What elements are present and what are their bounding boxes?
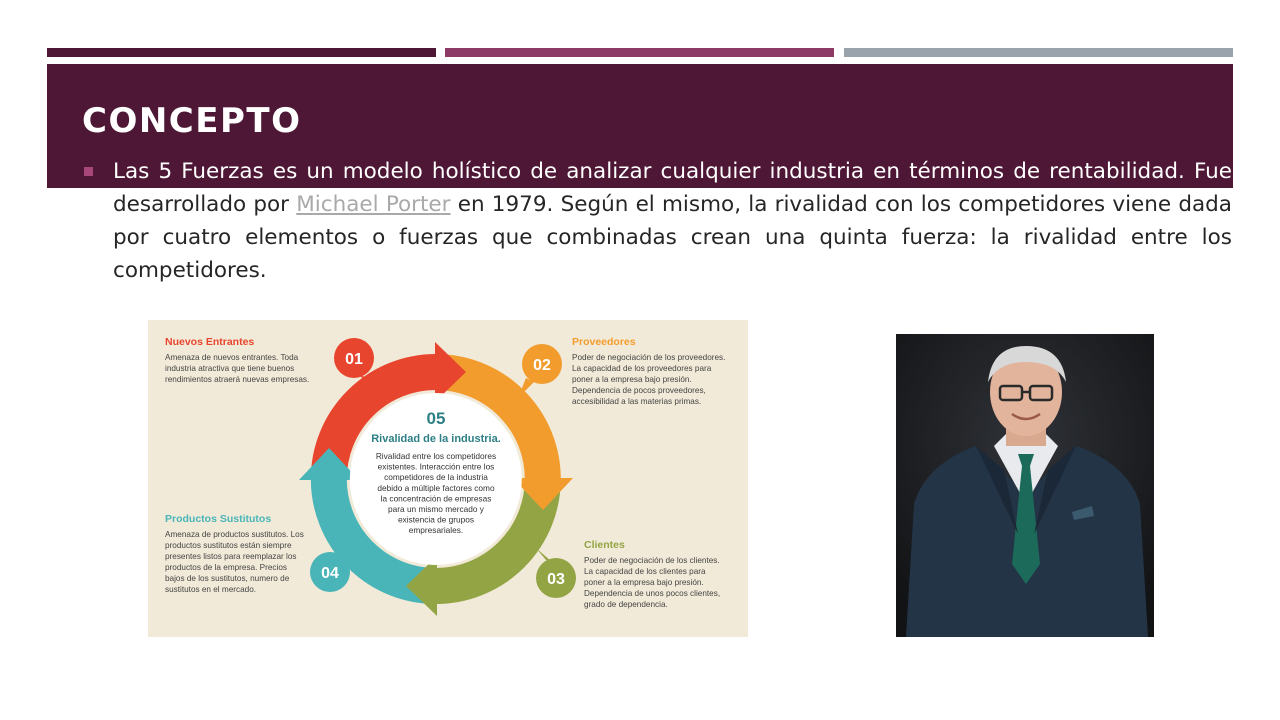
bullet-square-icon — [84, 167, 93, 176]
badge-02-number: 02 — [533, 357, 551, 374]
force-04-title: Productos Sustitutos — [165, 513, 272, 525]
center-desc-line: competidores de la industria — [384, 472, 488, 483]
badge-04-number: 04 — [321, 565, 339, 582]
badge-03 — [536, 548, 576, 598]
center-desc-line: debido a múltiple factores como — [377, 482, 495, 493]
michael-porter-photo — [896, 334, 1154, 637]
force-01-desc-line: rendimientos atraerá nuevas empresas. — [165, 375, 310, 384]
force-03-title: Clientes — [584, 539, 625, 551]
force-03-desc-line: Dependencia de unos pocos clientes, — [584, 589, 721, 598]
force-02-desc-line: Dependencia de pocos proveedores, — [572, 386, 706, 395]
force-02-desc-line: poner a la empresa bajo presión. — [572, 375, 692, 384]
force-04-desc-line: productos sustitutos están siempre — [165, 541, 292, 550]
body-paragraph — [113, 155, 1232, 287]
force-04-desc-line: Amenaza de productos sustitutos. Los — [165, 530, 304, 539]
accent-bar-gray — [844, 48, 1233, 57]
michael-porter-link[interactable]: Michael Porter — [296, 192, 451, 217]
force-02-title: Proveedores — [572, 336, 636, 348]
center-number: 05 — [426, 409, 446, 428]
center-title: Rivalidad de la industria. — [371, 433, 501, 445]
center-desc-line: la concentración de empresas — [380, 493, 492, 504]
paragraph-line-1: Las 5 Fuerzas es un modelo holístico de analizar cualquier industria en términos de rentabilidad. Fue — [113, 159, 1232, 184]
badge-01-number: 01 — [345, 351, 363, 368]
accent-bar-magenta — [445, 48, 834, 57]
center-desc-line: Rivalidad entre los competidores — [375, 451, 497, 461]
force-01-title: Nuevos Entrantes — [165, 336, 255, 348]
force-02-desc-line: Poder de negociación de los proveedores. — [572, 353, 726, 362]
badge-03-number: 03 — [547, 571, 565, 588]
badge-02 — [518, 344, 562, 398]
force-04-desc-line: bajos de los sustitutos, numero de — [165, 574, 290, 583]
force-03-desc-line: Poder de negociación de los clientes. — [584, 556, 720, 565]
center-desc-line: para un mismo mercado y — [388, 504, 484, 514]
force-01-desc-line: Amenaza de nuevos entrantes. Toda — [165, 353, 299, 362]
force-04-desc-line: presentes listos para reemplazar los — [165, 552, 297, 561]
force-02-desc-line: La capacidad de los proveedores para — [572, 364, 712, 373]
paragraph-after-link: en 1979. Según el mismo, la rivalidad con los competidores viene dada por cuatro elementos o fuerzas que combinadas crean una quinta fuerza: la rivalidad entre los competidores. — [113, 192, 1232, 283]
force-04-desc-line: productos de la empresa. Precios — [165, 563, 287, 572]
accent-bar-dark — [47, 48, 436, 57]
center-desc-line: empresariales. — [408, 525, 464, 536]
force-01-desc-line: industria atractiva que tiene buenos — [165, 364, 295, 373]
force-02-desc-line: accesibilidad a las materias primas. — [572, 397, 702, 406]
force-03-desc-line: grado de dependencia. — [584, 600, 668, 609]
five-forces-infographic — [148, 320, 748, 637]
center-desc-line: existentes. Interacción entre los — [377, 461, 495, 472]
slide-title: CONCEPTO — [82, 101, 302, 141]
force-03-desc-line: La capacidad de los clientes para — [584, 567, 706, 576]
paragraph-before-link: desarrollado por — [113, 192, 290, 217]
center-desc-line: existencia de grupos — [397, 514, 475, 525]
force-04-desc-line: sustitutos en el mercado. — [165, 585, 257, 594]
force-03-desc-line: poner a la empresa bajo presión. — [584, 578, 704, 587]
